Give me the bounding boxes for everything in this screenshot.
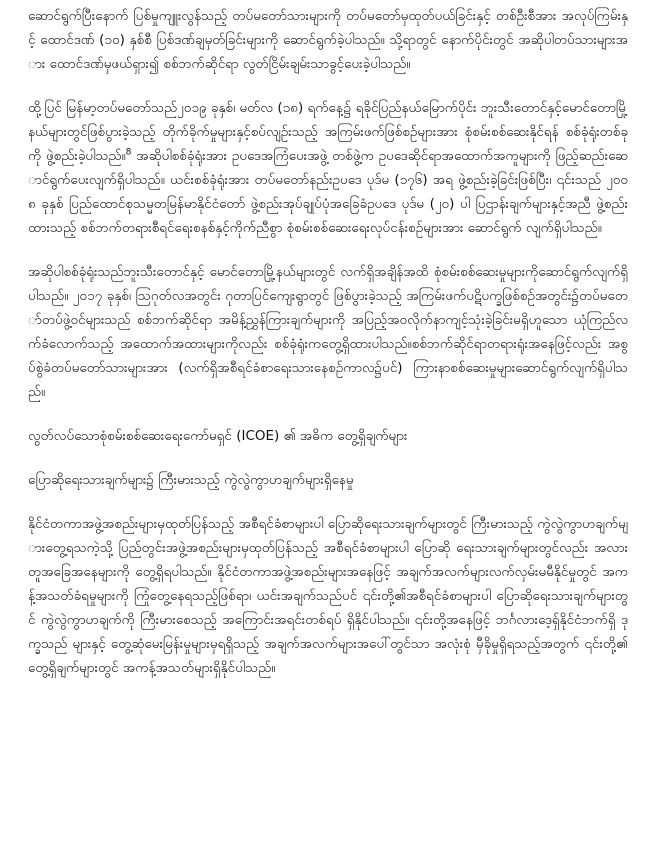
section-heading-icoe-findings: လွတ်လပ်သောစုံစမ်းစစ်ဆေးရေးကော်မရှင် (ICOE) ၏ အဓိက တွေ့ရှိချက်များ bbox=[28, 428, 408, 444]
paragraph-2-part-a: ထို့ပြင် မြန်မာ့တပ်မတော်သည်၂၀၁၉ ခုနှစ်၊ မတ်လ (၁၈) ရက်နေ့၌ ရခိုင်ပြည်နယ်မြောက်ပိုင်း ဘူးသီးတောင်နှင့်မောင်တောမြို့နယ်များတွင်ဖြစ်ပွားခဲ့သည့် တိုက်ခိုက်မှုများနှင့်စပ်လျဉ်းသည့် အကြမ်းဖက်ဖြစ်စဉ်များအား စုံစမ်းစစ်ဆေးနိုင်ရန် စစ်ခုံရုံးတစ်ခုကို ဖွဲ့စည်းခဲ့ပါသည်။ bbox=[28, 100, 628, 164]
paragraph-2 bbox=[28, 96, 628, 240]
subsection-heading-discrepancies: ပြောဆိုရေးသားချက်များ၌ ကြီးမားသည့် ကွဲလွဲကွာဟချက်များရှိနေမှု bbox=[28, 472, 354, 488]
paragraph-2-part-b: အဆိုပါစစ်ခုံရုံးအား ဥပဒေအကြံပေးအဖွဲ့ တစ်ဖွဲ့က ဥပဒေဆိုင်ရာအထောက်အကူများကို ဖြည့်ဆည်းဆောင်ရွက်ပေးလျက်ရှိပါသည်။ ယင်းစစ်ခုံရုံးအား တပ်မတော်နည်းဥပဒေ ပုဒ်မ (၁၇၆) အရ ဖွဲ့စည်းခဲ့ခြင်းဖြစ်ပြီး၊ ၎င်းသည် ၂၀၀၈ ခုနှစ် ပြည်ထောင်စုသမ္မတမြန်မာနိုင်ငံတော် ဖွဲ့စည်းအုပ်ချုပ်ပုံအခြေခံဥပဒေ ပုဒ်မ (၂၀) ပါ ပြဌာန်းချက်များနှင့်အညီ ဖွဲ့စည်းထားသည့် စစ်ဘက်တရားစီရင်ရေးစနစ်နှင့်ကိုက်ညီစွာ စုံစမ်းစစ်ဆေးရေးလုပ်ငန်းစဉ်များအား ဆောင်ရွက် လျက်ရှိပါသည်။ bbox=[28, 148, 628, 236]
document-page bbox=[28, 4, 628, 854]
paragraph-3: အဆိုပါစစ်ခုံရုံးသည်ဘူးသီးတောင်နှင့် မောင်တောမြို့နယ်များတွင် လက်ရှိအချိန်အထိ စုံစမ်းစစ်ဆေးမှုများကိုဆောင်ရွက်လျက်ရှိပါသည်။ ၂၀၁၇ ခုနှစ်၊ ဩဂုတ်လအတွင်း ဂုတာပြင်ကျေးရွာတွင် ဖြစ်ပွားခဲ့သည့် အကြမ်းဖက်ပဋိပက္ခဖြစ်စဉ်အတွင်း၌တပ်မတော်တပ်ဖွဲ့ဝင်များသည် စစ်ဘက်ဆိုင်ရာ အမိန့်ညွှန်ကြားချက်များကို အပြည့်အဝလိုက်နာကျင့်သုံးခဲ့ခြင်းမရှိဟူသော ယုံကြည်လက်ခံလောက်သည့် အထောက်အထားများကိုလည်း စစ်ခုံရုံးကတွေ့ရှိထားပါသည်။စစ်ဘက်ဆိုင်ရာတရားရုံးအနေဖြင့်လည်း အစွပ်စွဲခံတပ်မတော်သားများအား (လက်ရှိအစီရင်ခံစာရေးသားနေစဉ်ကာလ၌ပင်) ကြားနာစစ်ဆေးမှုများဆောင်ရွက်လျက်ရှိပါသည်။ bbox=[28, 264, 628, 400]
paragraph-4: နိုင်ငံတကာအဖွဲ့အစည်းများမှထုတ်ပြန်သည့် အစီရင်ခံစာများပါ ပြောဆိုရေးသားချက်များတွင် ကြီးမားသည့် ကွဲလွဲကွာဟချက်များတွေ့ရသကဲ့သို့ ပြည်တွင်းအဖွဲ့အစည်းများမှထုတ်ပြန်သည့် အစီရင်ခံစာများပါ ပြောဆို ရေးသားချက်များတွင်လည်း အလားတူအခြေအနေများကို တွေ့ရှိရပါသည်။ နိုင်ငံတကာအဖွဲ့အစည်းများအနေဖြင့် အချက်အလက်များလက်လှမ်းမမီနိုင်မှုတွင် အကန့်အသတ်ခံရမှုများကို ကြုံတွေ့နေရသည့်ဖြစ်ရာ၊ ယင်းအချက်သည်ပင် ၎င်းတို့၏အစီရင်ခံစာများပါ ပြောဆိုရေးသားချက်များတွင် ကွဲလွဲကွာဟချက်ကို ကြီးမားစေသည့် အကြောင်းအရင်းတစ်ရပ် ရှိနိုင်ပါသည်။ ၎င်းတို့အနေဖြင့် ဘင်္ဂလားဒေ့ရှ်နိုင်ငံဘက်ရှိ ဒုက္ခသည် များနှင့် တွေ့ဆုံမေးမြန်းမှုများမှရရှိသည့် အချက်အလက်များအပေါ်တွင်သာ အလုံးစုံ မှီခိုမှုရှိရသည့်အတွက် ၎င်းတို့၏ တွေ့ရှိချက်များတွင် အကန့်အသတ်များရှိနိုင်ပါသည်။ bbox=[28, 516, 628, 676]
paragraph-1: ဆောင်ရွက်ပြီးနောက် ပြစ်မှုကျူးလွန်သည့် တပ်မတော်သားများကို တပ်မတော်မှထုတ်ပယ်ခြင်းနှင့် တစ်ဦးစီအား အလုပ်ကြမ်းနှင့် ထောင်ဒဏ် (၁၀) နှစ်စီ ပြစ်ဒဏ်ချမှတ်ခြင်းများကို ဆောင်ရွက်ခဲ့ပါသည်။ သို့ရာတွင် နောက်ပိုင်းတွင် အဆိုပါတပ်သားများအား ထောင်ဒဏ်မှဖယ်ရှား၍ စစ်ဘက်ဆိုင်ရာ လွတ်ငြိမ်းချမ်းသာခွင့်ပေးခဲ့ပါသည်။ bbox=[28, 8, 628, 72]
footnote-marker: 8 bbox=[125, 147, 132, 158]
